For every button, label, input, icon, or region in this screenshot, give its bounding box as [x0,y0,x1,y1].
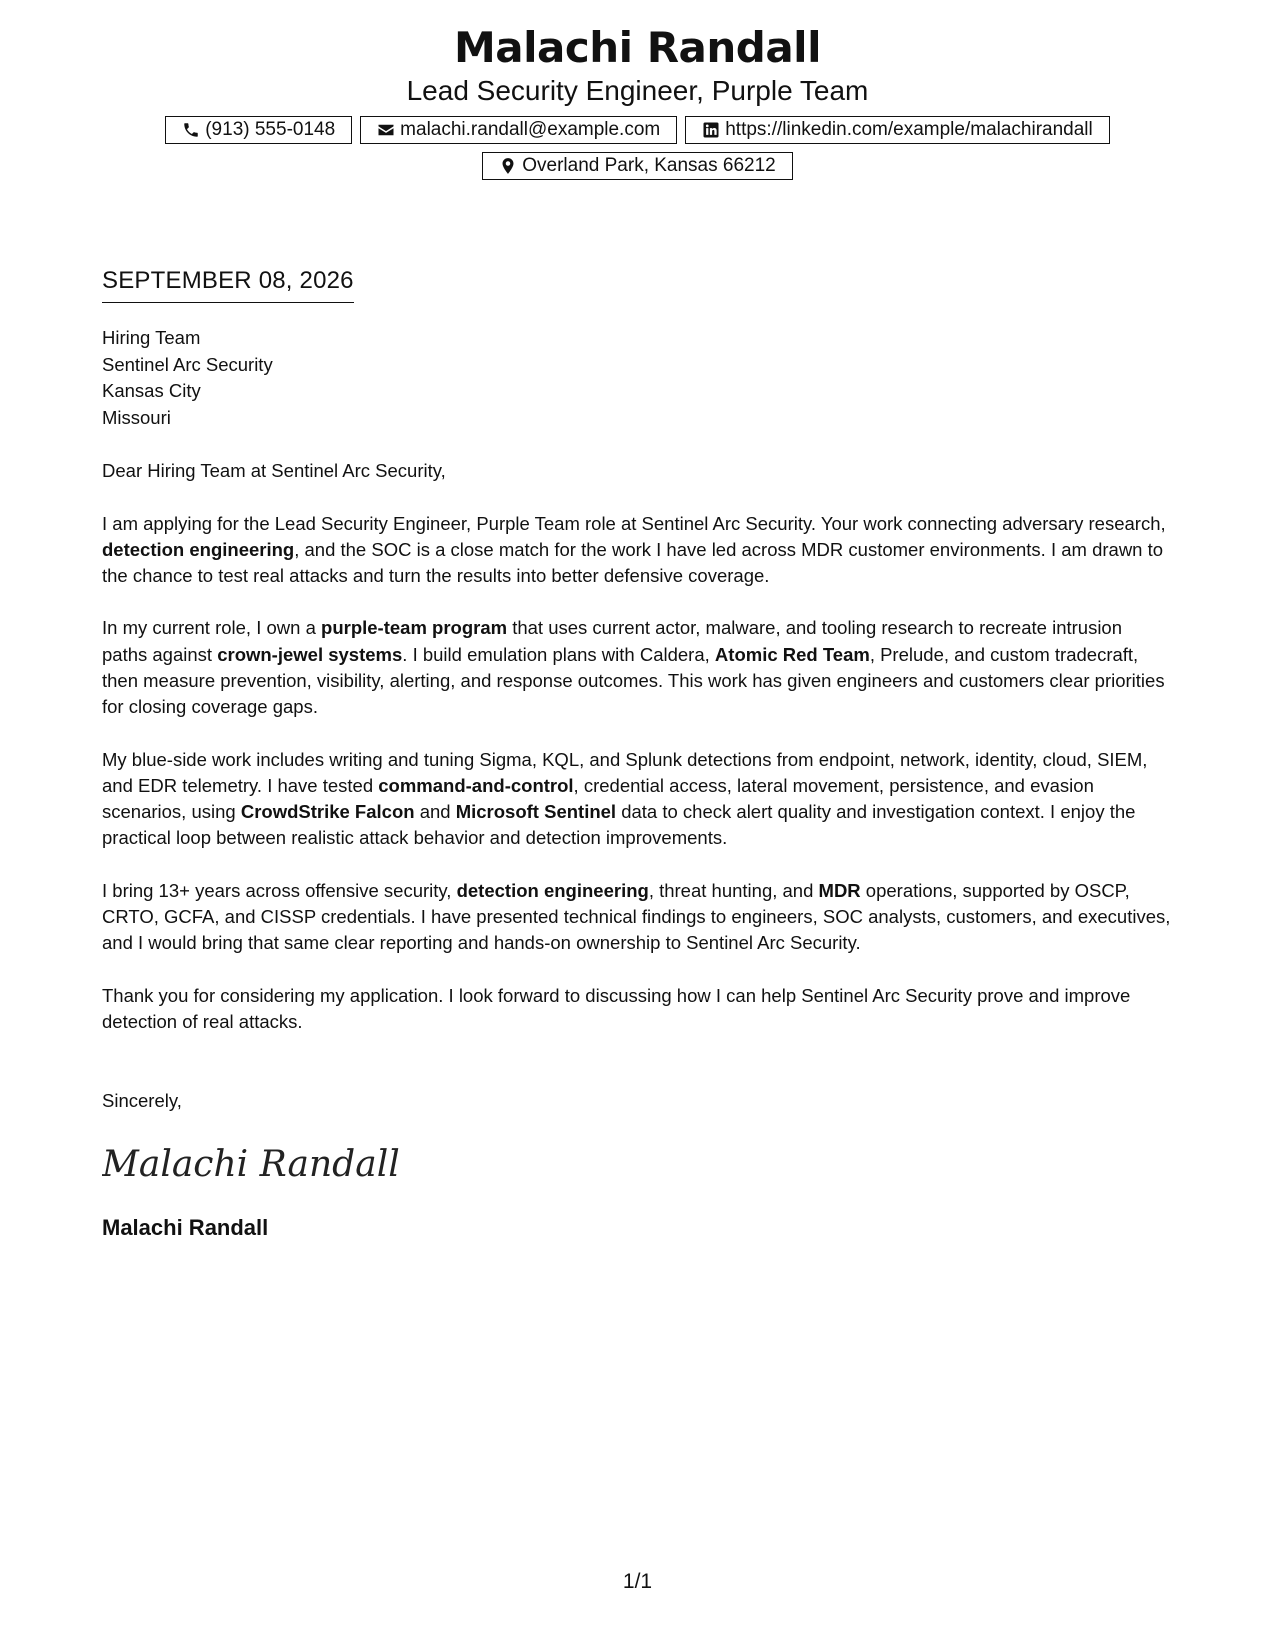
page-number: 1/1 [622,1570,653,1593]
paragraph-text: operations, supported by OSCP, CRTO, GCFA, and CISSP credentials. I have presented technical findings to engineers, SOC analysts, customers, and executives, and I would bring that same clear reporting and hands-on ownership to Sentinel Arc Security. [102,879,1171,954]
recipient-line: Kansas City [102,380,201,401]
emphasis-text: crown-jewel systems [217,643,403,665]
paragraph-text: , and the SOC is a close match for the work I have led across MDR customer environments. I am drawn to the chance to test real attacks and turn the results into better defensive coverage. [102,538,1164,587]
applicant-name: Malachi Randall [454,23,821,72]
contact-location-text: Overland Park, Kansas 66212 [522,155,776,176]
recipient-block [102,325,1172,431]
body-paragraph [102,511,1172,590]
paragraph-text: Thank you for considering my application. I look forward to discussing how I can help Sentinel Arc Security prove and improve detection of real attacks. [102,984,1131,1032]
emphasis-text: detection engineering [102,538,295,560]
paragraph-text: In my current role, I own a [102,617,322,639]
signed-name: Malachi Randall [102,1215,269,1241]
emphasis-text: purple-team program [321,617,508,639]
paragraph-text: , credential access, lateral movement, persistence, and evasion scenarios, using [102,774,1094,823]
paragraphs [102,511,1172,1036]
contact-linkedin[interactable] [685,116,1110,144]
contact-phone[interactable] [165,116,352,144]
contact-email[interactable] [360,116,677,144]
paragraph-text: My blue-side work includes writing and tuning Sigma, KQL, and Splunk detections from endpoint, network, identity, cloud, SIEM, and EDR telemetry. I have tested [102,748,1148,796]
emphasis-text: MDR [818,879,861,901]
letter-body [102,266,1172,1242]
contact-linkedin-text: https://linkedin.com/example/malachirandall [725,119,1093,140]
body-paragraph [102,878,1172,957]
recipient-line: Missouri [102,406,171,428]
emphasis-text: command-and-control [378,774,574,796]
contact-location [482,152,793,180]
signature-text: Malachi Randall [102,1144,400,1186]
emphasis-text: Microsoft Sentinel [455,801,617,823]
phone-icon [182,121,200,139]
paragraph-text: , Prelude, and custom tradecraft, then measure prevention, visibility, alerting, and response outcomes. This work has given engineers and customers clear priorities for closing coverage gaps. [102,643,1165,718]
applicant-headline: Lead Security Engineer, Purple Team [406,75,869,106]
closing: Sincerely, [102,1090,182,1112]
paragraph-text: I am applying for the Lead Security Engineer, Purple Team role at Sentinel Arc Security. Your work connecting adversary research, [102,512,1166,534]
envelope-icon [377,121,395,139]
body-paragraph [102,615,1172,720]
contact-row-primary [0,116,1275,144]
body-paragraph [102,983,1172,1036]
paragraph-text: data to check alert quality and investigation context. I enjoy the practical loop between realistic attack behavior and detection improvements. [102,801,1136,849]
letter-date: SEPTEMBER 08, 2026 [102,266,354,303]
recipient-line: Sentinel Arc Security [102,353,273,375]
emphasis-text: detection engineering [456,879,649,901]
paragraph-text: . I build emulation plans with Caldera, [402,643,715,665]
map-marker-icon [499,157,517,175]
letter-header [0,22,1275,180]
recipient-line: Hiring Team [102,327,201,348]
contact-row-secondary [0,152,1275,180]
handwritten-signature [102,1132,1172,1196]
emphasis-text: CrowdStrike Falcon [240,801,415,823]
paragraph-text: , threat hunting, and [648,879,819,901]
contact-email-text: malachi.randall@example.com [400,119,661,140]
salutation: Dear Hiring Team at Sentinel Arc Security, [102,460,446,481]
paragraph-text: that uses current actor, malware, and tooling research to recreate intrusion paths against [102,617,1123,665]
paragraph-text: I bring 13+ years across offensive security, [102,879,457,901]
body-paragraph [102,747,1172,852]
paragraph-text: and [414,801,456,823]
emphasis-text: Atomic Red Team [714,643,870,665]
contact-phone-text: (913) 555-0148 [205,119,336,140]
linkedin-icon [702,121,720,139]
